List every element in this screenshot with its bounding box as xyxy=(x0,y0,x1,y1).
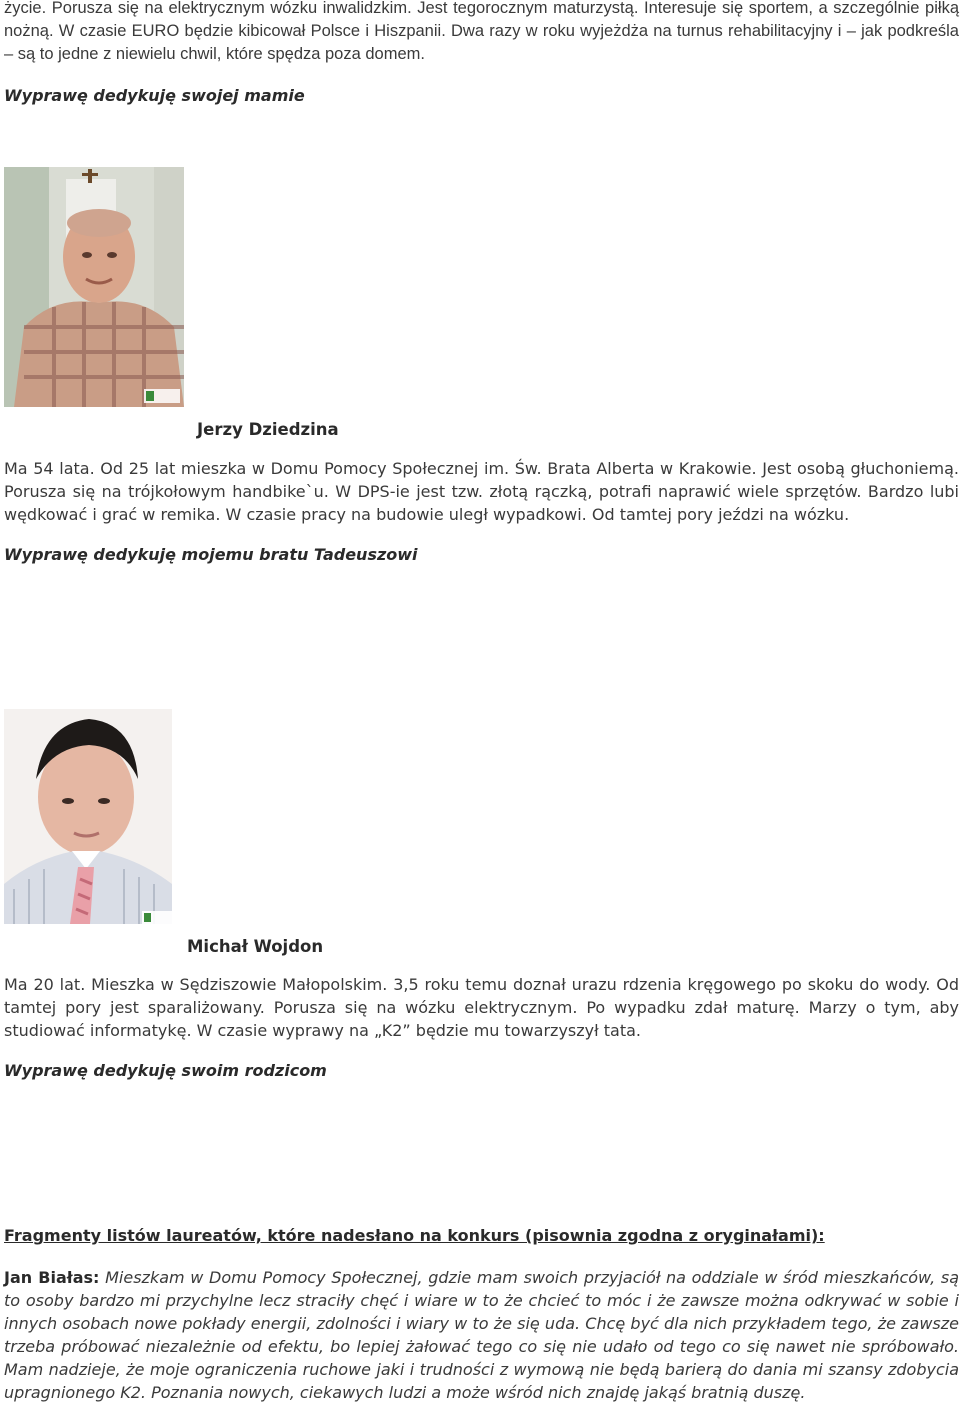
letter-jan-bialas xyxy=(4,1266,959,1404)
bio-jerzy: Ma 54 lata. Od 25 lat mieszka w Domu Pomocy Społecznej im. Św. Brata Alberta w Krakowie. Jest osobą głuchoniemą. Porusza się na trójkołowym handbike`u. W DPS-ie jest tzw. złotą rączką, potrafi naprawić wiele sprzętów. Bardzo lubi wędkować i grać w remika. W czasie pracy na budowie uległ wypadkowi. Od tamtej pory jeździ na wózku. xyxy=(4,459,959,524)
letter-text: Mieszkam w Domu Pomocy Społecznej, gdzie mam swoich przyjaciół na oddziale w śród mieszkańców, są to osoby bardzo mi przychylne lecz straciły chęć i wiare w to że chcieć to móc i że zawsze można odkrywać w sobie i innych osobach nowe pokłady energii, zdolności i wiary w to że się uda. Chcę być dla nich przykładem tego, że zawsze trzeba próbować niezależnie od efektu, bo lepiej żałować tego co się nie udało od tego co się nawet nie spróbowało. Mam nadzieje, że moje ograniczenia ruchowe jaki i trudności z wymową nie będą barierą do dania mi szansy zdobycia upragnionego K2. Poznania nowych, ciekawych ludzi a może wśród nich znajdę jakąś bratnią duszę. xyxy=(4,1268,960,1402)
photo-jerzy-dziedzina xyxy=(4,167,184,407)
letter-author: Jan Białas: xyxy=(4,1268,100,1287)
dedication-parents: Wyprawę dedykuję swoim rodzicom xyxy=(4,1061,327,1080)
photo-michal-wojdon xyxy=(4,709,172,924)
person-name-michal: Michał Wojdon xyxy=(187,937,324,956)
dedication-brother: Wyprawę dedykuję mojemu bratu Tadeuszowi xyxy=(4,545,418,564)
bio-michal: Ma 20 lat. Mieszka w Sędziszowie Małopolskim. 3,5 roku temu doznał urazu rdzenia kręgowego po skoku do wody. Od tamtej pory jest sparaliżowany. Porusza się na wózku elektrycznym. Po wypadku zdał maturę. Marzy o tym, aby studiować informatykę. W czasie wyprawy na „K2” będzie mu towarzyszył tata. xyxy=(4,975,959,1040)
dedication-mother: Wyprawę dedykuję swojej mamie xyxy=(4,86,305,105)
portrait-image xyxy=(4,167,184,407)
section-heading-letters: Fragmenty listów laureatów, które nadesłano na konkurs (pisownia zgodna z oryginałami): xyxy=(4,1226,825,1245)
person-name-jerzy: Jerzy Dziedzina xyxy=(197,420,339,439)
portrait-image xyxy=(4,709,172,924)
intro-paragraph: życie. Porusza się na elektrycznym wózku inwalidzkim. Jest tegorocznym maturzystą. Interesuje się sportem, a szczególnie piłką nożną. W czasie EURO będzie kibicował Polsce i Hiszpanii. Dwa razy w roku wyjeżdża na turnus rehabilitacyjny i – jak podkreśla – są to jedne z niewielu chwil, które spędza poza domem. xyxy=(4,0,959,63)
